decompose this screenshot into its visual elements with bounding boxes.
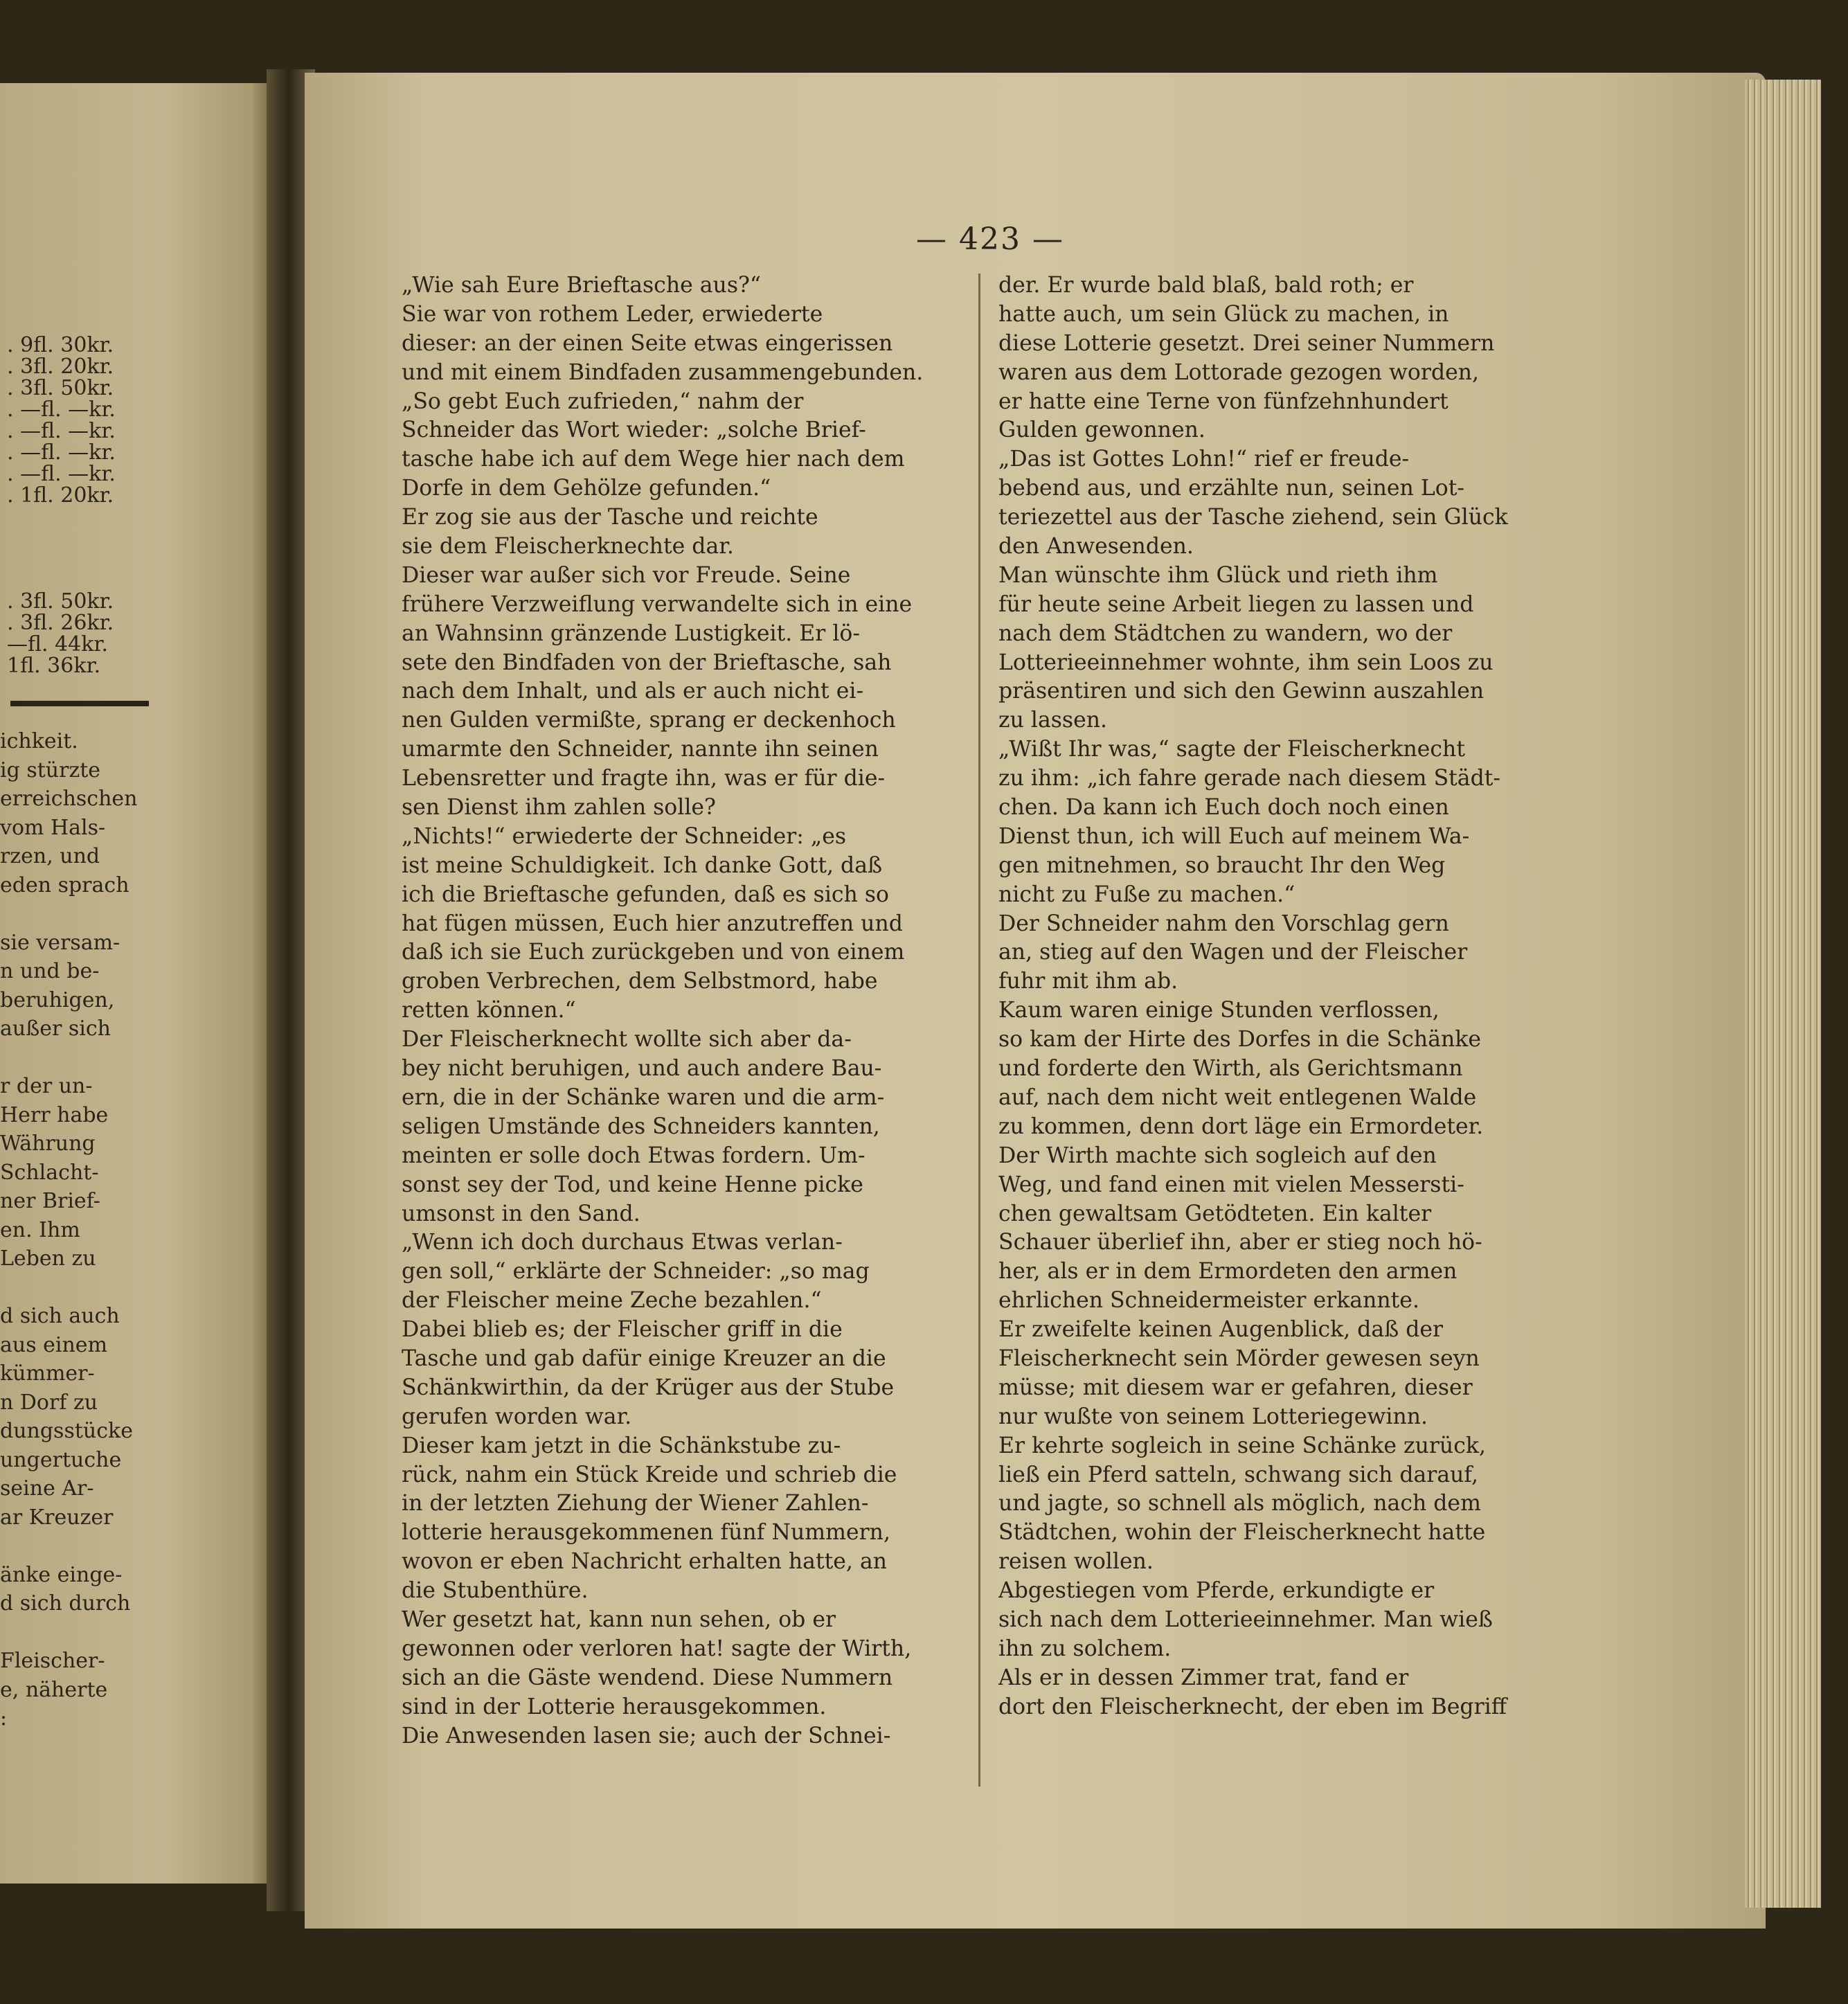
left-fragment-line: ar Kreuzer xyxy=(0,1505,114,1530)
text-line: Dieser kam jetzt in die Schänkstube zu- xyxy=(402,1433,841,1458)
left-fragment-line: . —fl. —kr. xyxy=(7,462,116,486)
text-line: zu kommen, denn dort läge ein Ermordeter. xyxy=(998,1113,1484,1139)
page-edges xyxy=(1745,80,1821,1908)
text-line: hatte auch, um sein Glück zu machen, in xyxy=(998,301,1449,327)
text-line: nach dem Inhalt, und als er auch nicht ei- xyxy=(402,679,864,704)
text-line: „Wenn ich doch durchaus Etwas verlan- xyxy=(402,1230,843,1255)
text-line: so kam der Hirte des Dorfes in die Schänke xyxy=(998,1027,1481,1053)
text-line: sete den Bindfaden von der Brieftasche, sah xyxy=(402,650,892,675)
text-line: „Das ist Gottes Lohn!“ rief er freude- xyxy=(998,447,1410,472)
column-divider xyxy=(978,274,980,1787)
text-line: Kaum waren einige Stunden verflossen, xyxy=(998,998,1439,1023)
text-line: der Fleischer meine Zeche bezahlen.“ xyxy=(402,1288,822,1314)
left-fragment-line: Währung xyxy=(0,1131,96,1156)
text-line: an Wahnsinn gränzende Lustigkeit. Er lö- xyxy=(402,620,861,646)
text-line: umarmte den Schneider, nannte ihn seinen xyxy=(402,737,879,762)
text-line: Der Wirth machte sich sogleich auf den xyxy=(998,1143,1437,1168)
center-column xyxy=(402,271,956,1788)
left-fragment-line: seine Ar- xyxy=(0,1476,94,1501)
text-line: die Stubenthüre. xyxy=(402,1578,589,1604)
left-fragment-line: e, näherte xyxy=(0,1677,108,1702)
text-line: der. Er wurde bald blaß, bald roth; er xyxy=(998,273,1414,298)
text-line: ern, die in der Schänke waren und die arm- xyxy=(402,1084,885,1110)
left-fragment-line: außer sich xyxy=(0,1017,111,1041)
left-fragment-line: ig stürzte xyxy=(0,758,101,782)
text-line: für heute seine Arbeit liegen zu lassen und xyxy=(998,591,1474,617)
text-line: Er kehrte sogleich in seine Schänke zurück, xyxy=(998,1433,1486,1458)
text-line: den Anwesenden. xyxy=(998,534,1194,560)
text-line: ließ ein Pferd satteln, schwang sich darauf, xyxy=(998,1462,1478,1487)
text-line: her, als er in dem Ermordeten den armen xyxy=(998,1259,1457,1285)
text-line: Sie war von rothem Leder, erwiederte xyxy=(402,301,823,327)
left-fragment-line: Schlacht- xyxy=(0,1160,99,1185)
text-line: rück, nahm ein Stück Kreide und schrieb die xyxy=(402,1462,897,1487)
left-fragment-line: . —fl. —kr. xyxy=(7,440,116,465)
text-line: tasche habe ich auf dem Wege hier nach dem xyxy=(402,447,905,472)
left-fragment-line: sie versam- xyxy=(0,930,120,955)
text-line: Die Anwesenden lasen sie; auch der Schnei- xyxy=(402,1723,891,1748)
text-line: sind in der Lotterie herausgekommen. xyxy=(402,1694,827,1719)
left-fragment-line: ichkeit. xyxy=(0,729,78,753)
text-line: frühere Verzweiflung verwandelte sich in eine xyxy=(402,591,913,617)
text-line: und forderte den Wirth, als Gerichtsmann xyxy=(998,1056,1463,1082)
text-line: nach dem Städtchen zu wandern, wo der xyxy=(998,620,1453,646)
text-line: lotterie herausgekommenen fünf Nummern, xyxy=(402,1520,890,1546)
left-fragment-line: Fleischer- xyxy=(0,1649,105,1673)
text-line: Gulden gewonnen. xyxy=(998,418,1205,443)
text-line: sich nach dem Lotterieeinnehmer. Man wieß xyxy=(998,1607,1493,1632)
left-fragment-line: —fl. 44kr. xyxy=(7,632,109,656)
left-fragment-line: eden sprach xyxy=(0,873,129,897)
text-line: „So gebt Euch zufrieden,“ nahm der xyxy=(402,388,804,414)
text-line: hat fügen müssen, Euch hier anzutreffen und xyxy=(402,911,903,936)
text-line: Der Fleischerknecht wollte sich aber da- xyxy=(402,1027,852,1053)
text-line: chen gewaltsam Getödteten. Ein kalter xyxy=(998,1201,1432,1226)
left-fragment-line: en. Ihm xyxy=(0,1217,80,1242)
text-line: nen Gulden vermißte, sprang er deckenhoch xyxy=(402,708,896,733)
text-line: „Wißt Ihr was,“ sagte der Fleischerknecht xyxy=(998,737,1465,762)
left-fragment-line: dungsstücke xyxy=(0,1419,133,1443)
text-line: zu ihm: „ich fahre gerade nach diesem Städt- xyxy=(998,766,1501,791)
text-line: Dienst thun, ich will Euch auf meinem Wa- xyxy=(998,823,1470,849)
text-line: Schänkwirthin, da der Krüger aus der Stube xyxy=(402,1375,895,1400)
left-fragment-line: d sich durch xyxy=(0,1591,131,1616)
right-column xyxy=(998,271,1552,1788)
text-line: Schneider das Wort wieder: „solche Brief- xyxy=(402,418,866,443)
left-fragment-line: vom Hals- xyxy=(0,815,106,840)
left-fragment-line: . —fl. —kr. xyxy=(7,419,116,443)
text-line: teriezettel aus der Tasche ziehend, sein Glück xyxy=(998,505,1508,530)
text-line: bebend aus, und erzählte nun, seinen Lot- xyxy=(998,476,1465,501)
section-rule xyxy=(10,701,149,706)
text-line: wovon er eben Nachricht erhalten hatte, an xyxy=(402,1549,888,1575)
left-fragment-line: änke einge- xyxy=(0,1562,123,1587)
left-fragment-line: n Dorf zu xyxy=(0,1390,98,1415)
text-line: daß ich sie Euch zurückgeben und von einem xyxy=(402,940,905,965)
text-line: Städtchen, wohin der Fleischerknecht hatte xyxy=(998,1520,1486,1546)
text-line: „Wie sah Eure Brieftasche aus?“ xyxy=(402,273,761,298)
text-line: diese Lotterie gesetzt. Drei seiner Nummern xyxy=(998,330,1495,356)
left-fragment-line: beruhigen, xyxy=(0,987,115,1012)
text-line: fuhr mit ihm ab. xyxy=(998,969,1178,994)
left-fragment-line: . 1fl. 20kr. xyxy=(7,483,114,508)
text-line: umsonst in den Sand. xyxy=(402,1201,640,1226)
text-line: Abgestiegen vom Pferde, erkundigte er xyxy=(998,1578,1435,1604)
left-fragment-line: kümmer- xyxy=(0,1361,95,1386)
text-line: meinten er solle doch Etwas fordern. Um- xyxy=(402,1143,865,1168)
text-line: seligen Umstände des Schneiders kannten, xyxy=(402,1113,880,1139)
text-line: reisen wollen. xyxy=(998,1549,1154,1575)
text-line: dort den Fleischerknecht, der eben im Begriff xyxy=(998,1694,1507,1719)
left-fragment-line: Leben zu xyxy=(0,1246,96,1271)
text-line: und mit einem Bindfaden zusammengebunden. xyxy=(402,359,924,385)
left-fragment-line: . —fl. —kr. xyxy=(7,397,116,422)
left-fragment-line: : xyxy=(0,1706,8,1730)
text-line: Wer gesetzt hat, kann nun sehen, ob er xyxy=(402,1607,836,1632)
text-line: groben Verbrechen, dem Selbstmord, habe xyxy=(402,969,878,994)
left-fragment-line: . 3fl. 20kr. xyxy=(7,355,114,379)
text-line: auf, nach dem nicht weit entlegenen Walde xyxy=(998,1084,1477,1110)
text-line: Man wünschte ihm Glück und rieth ihm xyxy=(998,562,1438,588)
text-line: gen mitnehmen, so braucht Ihr den Weg xyxy=(998,852,1446,878)
left-fragment-line: Herr habe xyxy=(0,1102,109,1127)
text-line: chen. Da kann ich Euch doch noch einen xyxy=(998,795,1449,821)
text-line: Tasche und gab dafür einige Kreuzer an die xyxy=(402,1345,886,1371)
text-line: gewonnen oder verloren hat! sagte der Wirth, xyxy=(402,1636,912,1661)
left-fragment-line: n und be- xyxy=(0,959,100,983)
text-line: bey nicht beruhigen, und auch andere Bau- xyxy=(402,1056,882,1082)
text-line: Fleischerknecht sein Mörder gewesen seyn xyxy=(998,1345,1480,1371)
left-fragment-line: d sich auch xyxy=(0,1304,120,1328)
left-fragment-line: ungertuche xyxy=(0,1447,122,1472)
text-line: präsentiren und sich den Gewinn auszahlen xyxy=(998,679,1484,704)
text-line: er hatte eine Terne von fünfzehnhundert xyxy=(998,388,1448,414)
text-line: an, stieg auf den Wagen und der Fleischer xyxy=(998,940,1468,965)
left-fragment-line: rzen, und xyxy=(0,844,100,868)
text-line: Lotterieeinnehmer wohnte, ihm sein Loos zu xyxy=(998,650,1493,675)
text-line: nicht zu Fuße zu machen.“ xyxy=(998,882,1295,907)
text-line: nur wußte von seinem Lotteriegewinn. xyxy=(998,1404,1428,1429)
text-line: Dieser war außer sich vor Freude. Seine xyxy=(402,562,851,588)
text-line: und jagte, so schnell als möglich, nach dem xyxy=(998,1491,1481,1517)
text-line: Lebensretter und fragte ihn, was er für die- xyxy=(402,766,886,791)
text-line: Er zog sie aus der Tasche und reichte xyxy=(402,505,818,530)
left-fragment-line: ner Brief- xyxy=(0,1189,100,1213)
text-line: zu lassen. xyxy=(998,708,1108,733)
text-line: in der letzten Ziehung der Wiener Zahlen- xyxy=(402,1491,869,1517)
text-line: sonst sey der Tod, und keine Henne picke xyxy=(402,1172,863,1197)
text-line: Weg, und fand einen mit vielen Messersti- xyxy=(998,1172,1464,1197)
text-line: retten können.“ xyxy=(402,998,576,1023)
left-fragment-line: 1fl. 36kr. xyxy=(7,654,101,678)
text-line: gen soll,“ erklärte der Schneider: „so mag xyxy=(402,1259,870,1285)
text-line: Schauer überlief ihn, aber er stieg noch hö- xyxy=(998,1230,1482,1255)
text-line: sen Dienst ihm zahlen solle? xyxy=(402,795,716,821)
text-line: Dabei blieb es; der Fleischer griff in die xyxy=(402,1317,843,1343)
text-line: „Nichts!“ erwiederte der Schneider: „es xyxy=(402,823,847,849)
text-line: müsse; mit diesem war er gefahren, dieser xyxy=(998,1375,1473,1400)
page-number: — 423 — xyxy=(916,222,1064,257)
text-line: dieser: an der einen Seite etwas eingerissen xyxy=(402,330,893,356)
text-line: ich die Brieftasche gefunden, daß es sich so xyxy=(402,882,889,907)
text-line: Er zweifelte keinen Augenblick, daß der xyxy=(998,1317,1444,1343)
left-fragment-line: aus einem xyxy=(0,1332,108,1357)
text-line: Dorfe in dem Gehölze gefunden.“ xyxy=(402,476,771,501)
text-line: sich an die Gäste wendend. Diese Nummern xyxy=(402,1665,893,1690)
left-fragment-line: . 3fl. 26kr. xyxy=(7,611,114,635)
left-fragment-line: . 9fl. 30kr. xyxy=(7,333,114,357)
text-line: ist meine Schuldigkeit. Ich danke Gott, daß xyxy=(402,852,883,878)
text-line: sie dem Fleischerknechte dar. xyxy=(402,534,734,560)
text-line: waren aus dem Lottorade gezogen worden, xyxy=(998,359,1480,385)
text-line: Der Schneider nahm den Vorschlag gern xyxy=(998,911,1449,936)
text-line: ehrlichen Schneidermeister erkannte. xyxy=(998,1288,1419,1314)
left-fragment-line: . 3fl. 50kr. xyxy=(7,376,114,400)
left-fragment-line: r der un- xyxy=(0,1074,93,1098)
text-line: ihn zu solchem. xyxy=(998,1636,1172,1661)
left-fragment-line: . 3fl. 50kr. xyxy=(7,589,114,614)
text-line: Als er in dessen Zimmer trat, fand er xyxy=(998,1665,1409,1690)
text-line: gerufen worden war. xyxy=(402,1404,632,1429)
left-fragment-line: erreichschen xyxy=(0,787,138,811)
